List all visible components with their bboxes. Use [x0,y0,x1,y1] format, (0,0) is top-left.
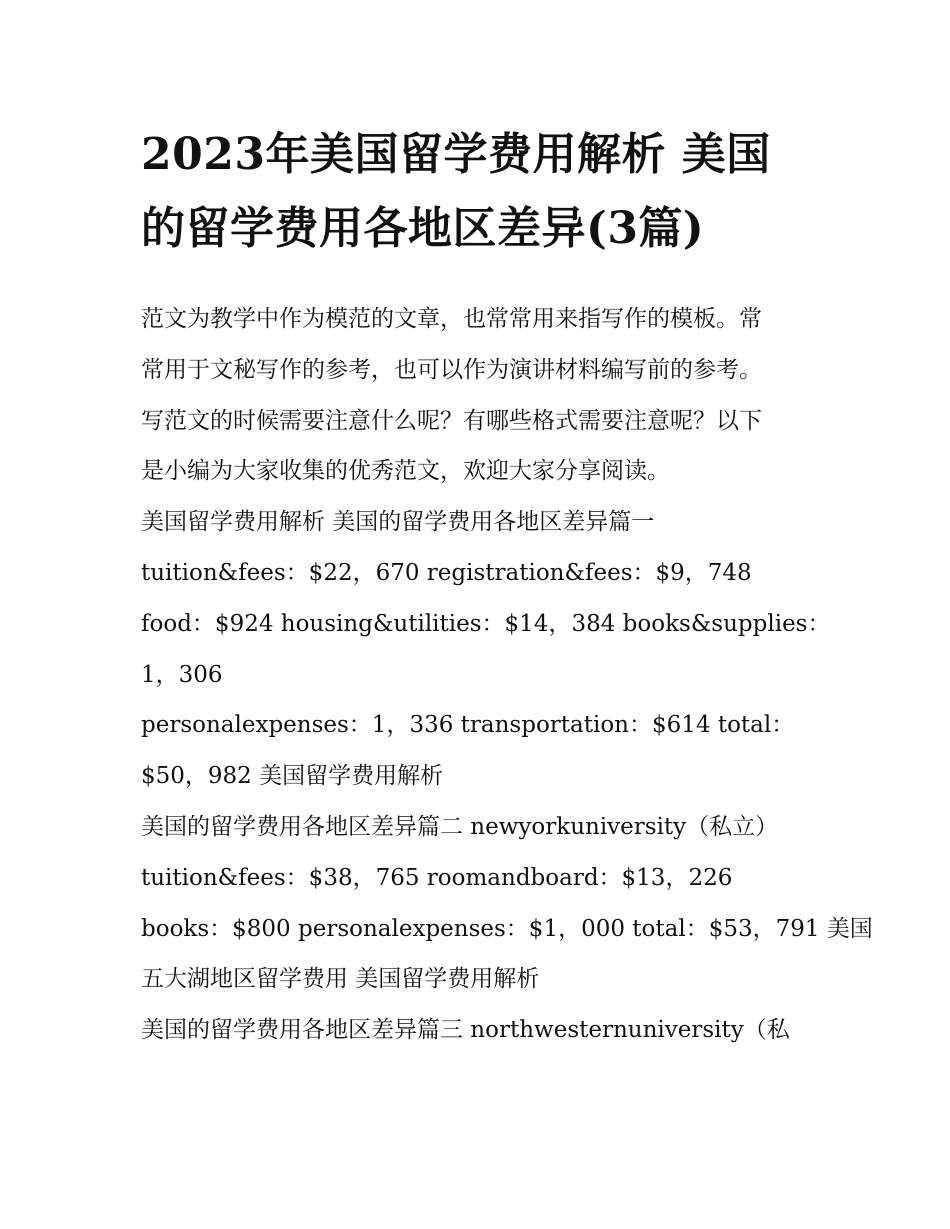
cost-line: tuition&fees：$22，670 registration&fees：$9，748 [141,559,752,586]
body-line: 写范文的时候需要注意什么呢？有哪些格式需要注意呢？以下 [141,407,762,434]
section-heading-line: 美国留学费用解析 美国的留学费用各地区差异篇一 [141,509,655,536]
document-title: 2023年美国留学费用解析 美国的留学费用各地区差异(3篇) [141,129,771,254]
document-body [141,294,873,1056]
cost-line: food：$924 housing&utilities：$14，384 books&supplies： [141,610,831,637]
cost-line: 1，306 [141,661,223,688]
cost-line: $50，982 美国留学费用解析 [141,763,444,790]
cost-line: tuition&fees：$38，765 roomandboard：$13，226 [141,864,733,891]
body-line: 五大湖地区留学费用 美国留学费用解析 [141,966,540,993]
body-line: 常用于文秘写作的参考，也可以作为演讲材料编写前的参考。 [141,356,762,383]
document-page [141,118,873,1056]
section-heading-line: 美国的留学费用各地区差异篇三 northwesternuniversity（私 [141,1017,790,1044]
body-line: 范文为教学中作为模范的文章，也常常用来指写作的模板。常 [141,306,762,332]
body-line: 是小编为大家收集的优秀范文，欢迎大家分享阅读。 [141,458,670,485]
cost-line: books：$800 personalexpenses：$1，000 total：$53，791 美国 [141,915,873,942]
section-heading-line: 美国的留学费用各地区差异篇二 newyorkuniversity（私立） [141,813,779,840]
cost-line: personalexpenses：1，336 transportation：$614 total： [141,712,795,739]
